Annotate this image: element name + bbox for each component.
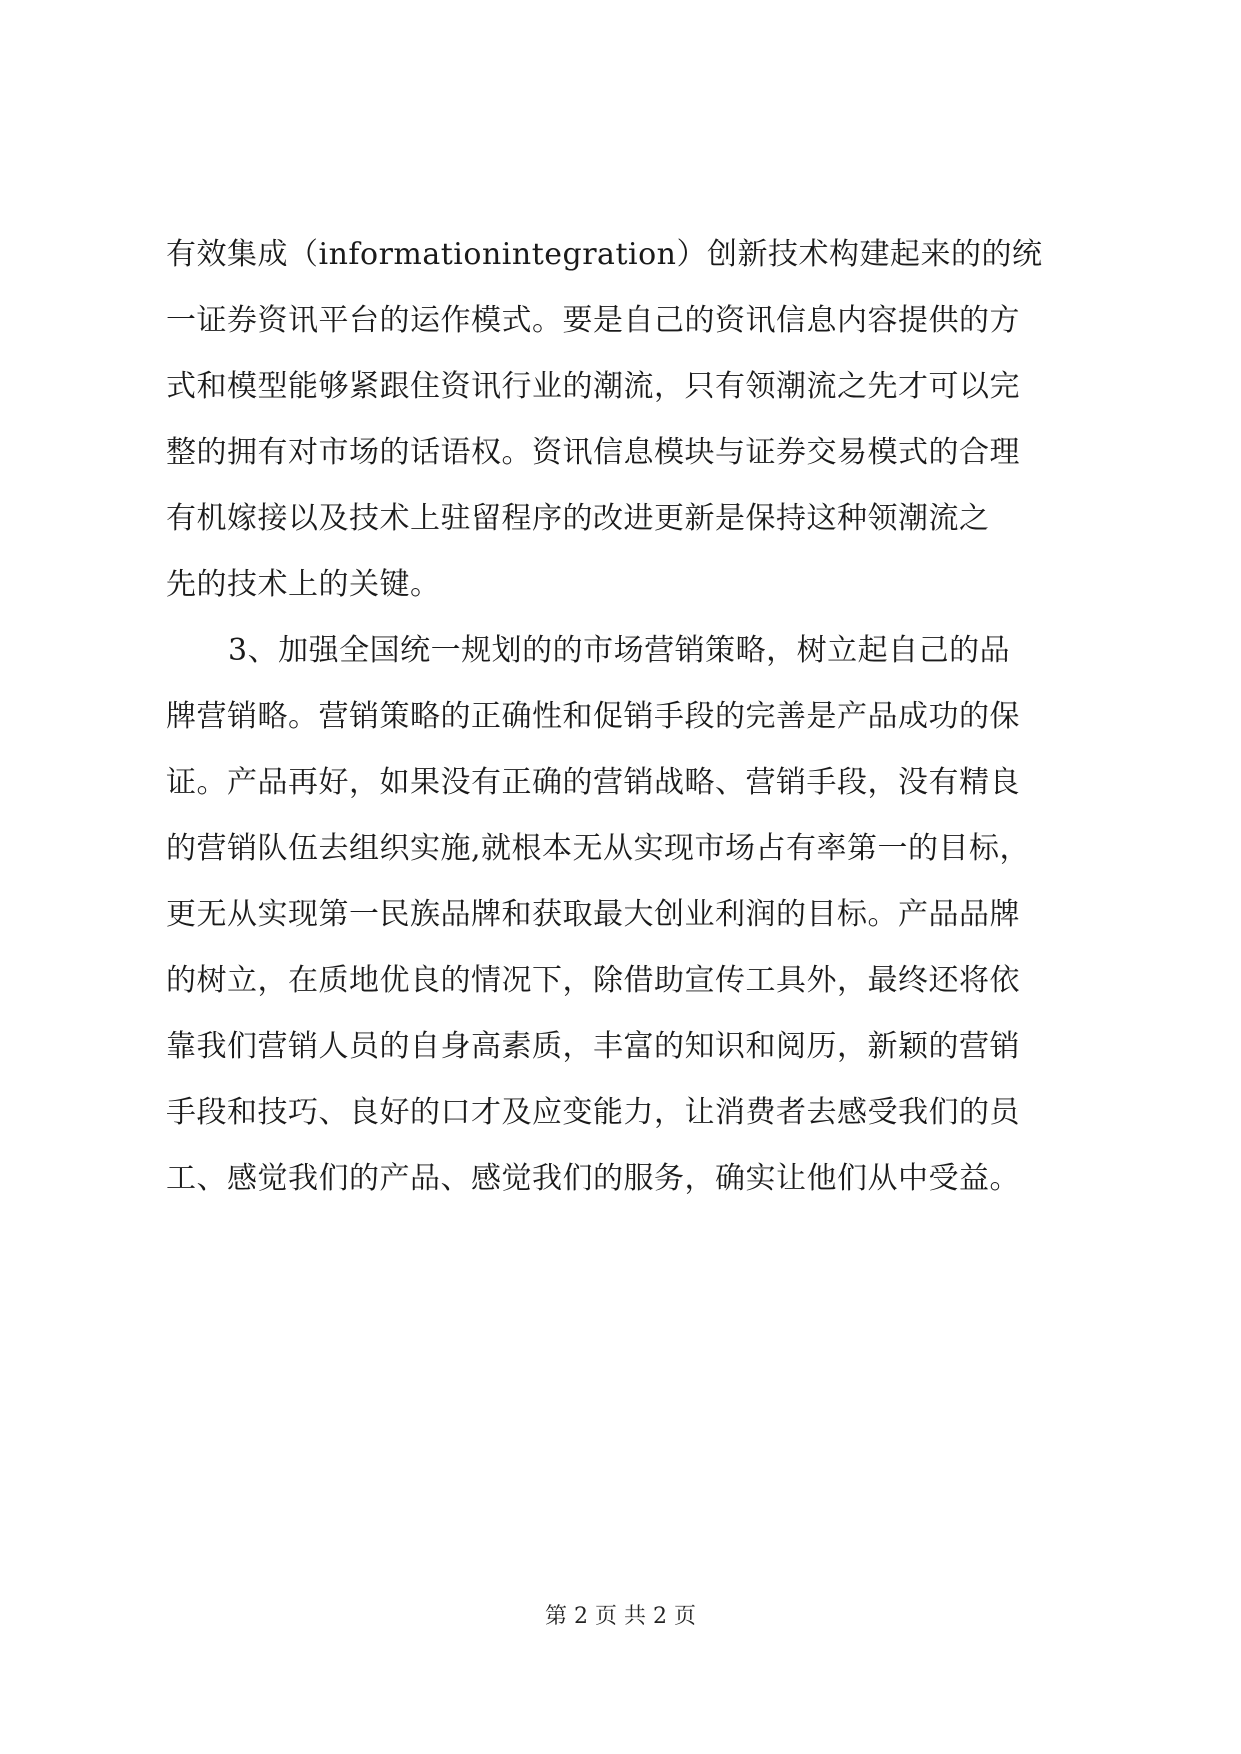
paragraph-line: 更无从实现第一民族品牌和获取最大创业利润的目标。产品品牌 [166,897,1020,932]
paragraph-2 [166,618,1076,1212]
paragraph-line: 整的拥有对市场的话语权。资讯信息模块与证券交易模式的合理 [166,435,1020,470]
paragraph-line: 牌营销略。营销策略的正确性和促销手段的完善是产品成功的保 [166,699,1020,734]
paragraph-line: 有效集成（informationintegration）创新技术构建起来的的统 [166,237,1043,272]
paragraph-line: 证。产品再好，如果没有正确的营销战略、营销手段，没有精良 [166,765,1020,800]
paragraph-line: 一证券资讯平台的运作模式。要是自己的资讯信息内容提供的方 [166,303,1020,338]
page-number: 第 2 页 共 2 页 [545,1604,696,1629]
page-footer [0,1602,1241,1632]
paragraph-line: 的树立，在质地优良的情况下，除借助宣传工具外，最终还将依 [166,963,1020,998]
paragraph-line: 手段和技巧、良好的口才及应变能力，让消费者去感受我们的员 [166,1095,1020,1130]
paragraph-line: 3、加强全国统一规划的的市场营销策略，树立起自己的品 [228,633,1011,668]
paragraph-line: 的营销队伍去组织实施,就根本无从实现市场占有率第一的目标， [166,831,1031,866]
paragraph-line: 先的技术上的关键。 [166,567,441,602]
paragraph-line: 式和模型能够紧跟住资讯行业的潮流，只有领潮流之先才可以完 [166,369,1020,404]
paragraph-line: 有机嫁接以及技术上驻留程序的改进更新是保持这种领潮流之 [166,501,990,536]
paragraph-line: 工、感觉我们的产品、感觉我们的服务，确实让他们从中受益。 [166,1161,1020,1196]
paragraph-line: 靠我们营销人员的自身高素质，丰富的知识和阅历，新颖的营销 [166,1029,1020,1064]
paragraph-1 [166,222,1076,618]
